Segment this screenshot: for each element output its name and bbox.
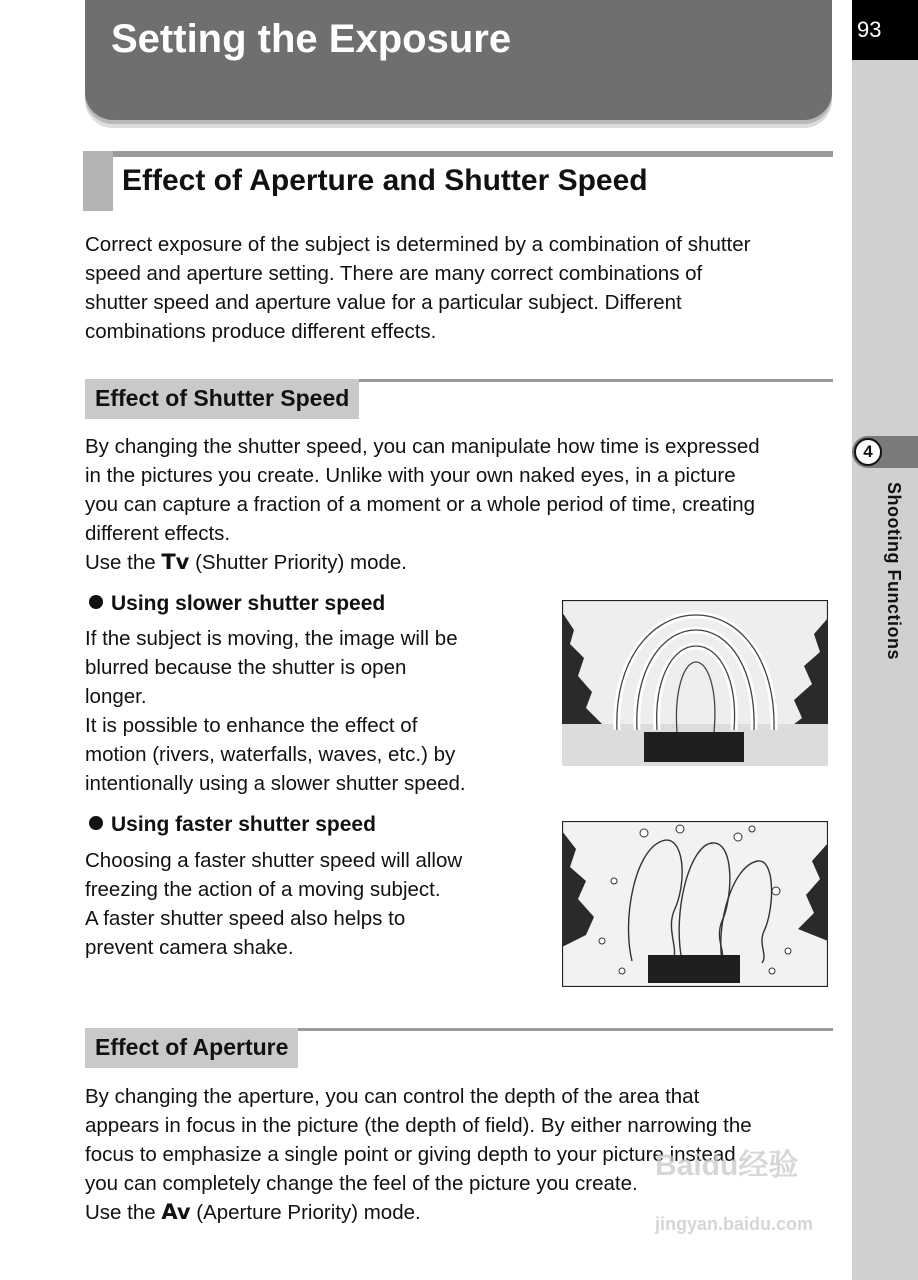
chapter-number: 4	[854, 438, 882, 466]
text-line: By changing the aperture, you can control the depth of the area that	[85, 1085, 700, 1108]
use-suffix: (Aperture Priority) mode.	[190, 1201, 421, 1224]
text-line: It is possible to enhance the effect of	[85, 714, 418, 737]
aperture-heading	[85, 1028, 833, 1068]
text-line: Correct exposure of the subject is determined by a combination of shutter	[85, 233, 751, 256]
text-line: A faster shutter speed also helps to	[85, 907, 406, 930]
shutter-heading	[85, 379, 833, 419]
slower-shutter-paragraph	[85, 624, 525, 798]
section-rule	[113, 151, 833, 157]
text-line: appears in focus in the picture (the depth of field). By either narrowing the	[85, 1114, 752, 1137]
shutter-heading-text: Effect of Shutter Speed	[85, 379, 359, 419]
slower-shutter-title: Using slower shutter speed	[111, 592, 386, 615]
use-prefix: Use the	[85, 551, 162, 574]
use-prefix: Use the	[85, 1201, 162, 1224]
watermark-url: jingyan.baidu.com	[655, 1214, 814, 1234]
page-number: 93	[852, 0, 918, 60]
page-title: Setting the Exposure	[111, 17, 512, 61]
fast-shutter-fountain-illustration	[562, 821, 828, 987]
text-line: If the subject is moving, the image will be	[85, 627, 458, 650]
bullet-icon	[89, 816, 103, 830]
text-line: intentionally using a slower shutter speed.	[85, 772, 466, 795]
aperture-heading-text: Effect of Aperture	[85, 1028, 298, 1068]
section-heading	[83, 151, 833, 211]
text-line: different effects.	[85, 522, 231, 545]
text-line: shutter speed and aperture value for a particular subject. Different	[85, 291, 682, 314]
faster-shutter-heading	[89, 813, 376, 837]
text-line: prevent camera shake.	[85, 936, 294, 959]
slower-shutter-heading	[89, 592, 385, 616]
watermark-logo: Baidu经验	[655, 1149, 799, 1182]
text-line: By changing the shutter speed, you can manipulate how time is expressed	[85, 435, 760, 458]
faster-shutter-title: Using faster shutter speed	[111, 813, 376, 836]
text-line: blurred because the shutter is open	[85, 656, 407, 679]
tv-mode-icon: Tv	[161, 550, 190, 574]
faster-shutter-paragraph	[85, 846, 525, 962]
chapter-label: Shooting Functions	[884, 482, 904, 660]
text-line: combinations produce different effects.	[85, 320, 437, 343]
text-line: freezing the action of a moving subject.	[85, 878, 441, 901]
slow-shutter-fountain-illustration	[562, 600, 828, 766]
text-line: motion (rivers, waterfalls, waves, etc.) by	[85, 743, 456, 766]
use-suffix: (Shutter Priority) mode.	[189, 551, 407, 574]
use-mode-line	[85, 548, 835, 577]
text-line: longer.	[85, 685, 147, 708]
text-line: you can completely change the feel of the picture you create.	[85, 1172, 638, 1195]
shutter-paragraph	[85, 432, 835, 577]
av-mode-icon: Av	[161, 1200, 191, 1224]
text-line: speed and aperture setting. There are many correct combinations of	[85, 262, 703, 285]
section-heading-text: Effect of Aperture and Shutter Speed	[122, 164, 648, 197]
text-line: Choosing a faster shutter speed will allow	[85, 849, 463, 872]
section-marker	[83, 151, 113, 211]
text-line: you can capture a fraction of a moment or a whole period of time, creating	[85, 493, 756, 516]
bullet-icon	[89, 595, 103, 609]
intro-paragraph	[85, 230, 835, 346]
text-line: focus to emphasize a single point or giving depth to your picture instead	[85, 1143, 736, 1166]
text-line: in the pictures you create. Unlike with your own naked eyes, in a picture	[85, 464, 736, 487]
